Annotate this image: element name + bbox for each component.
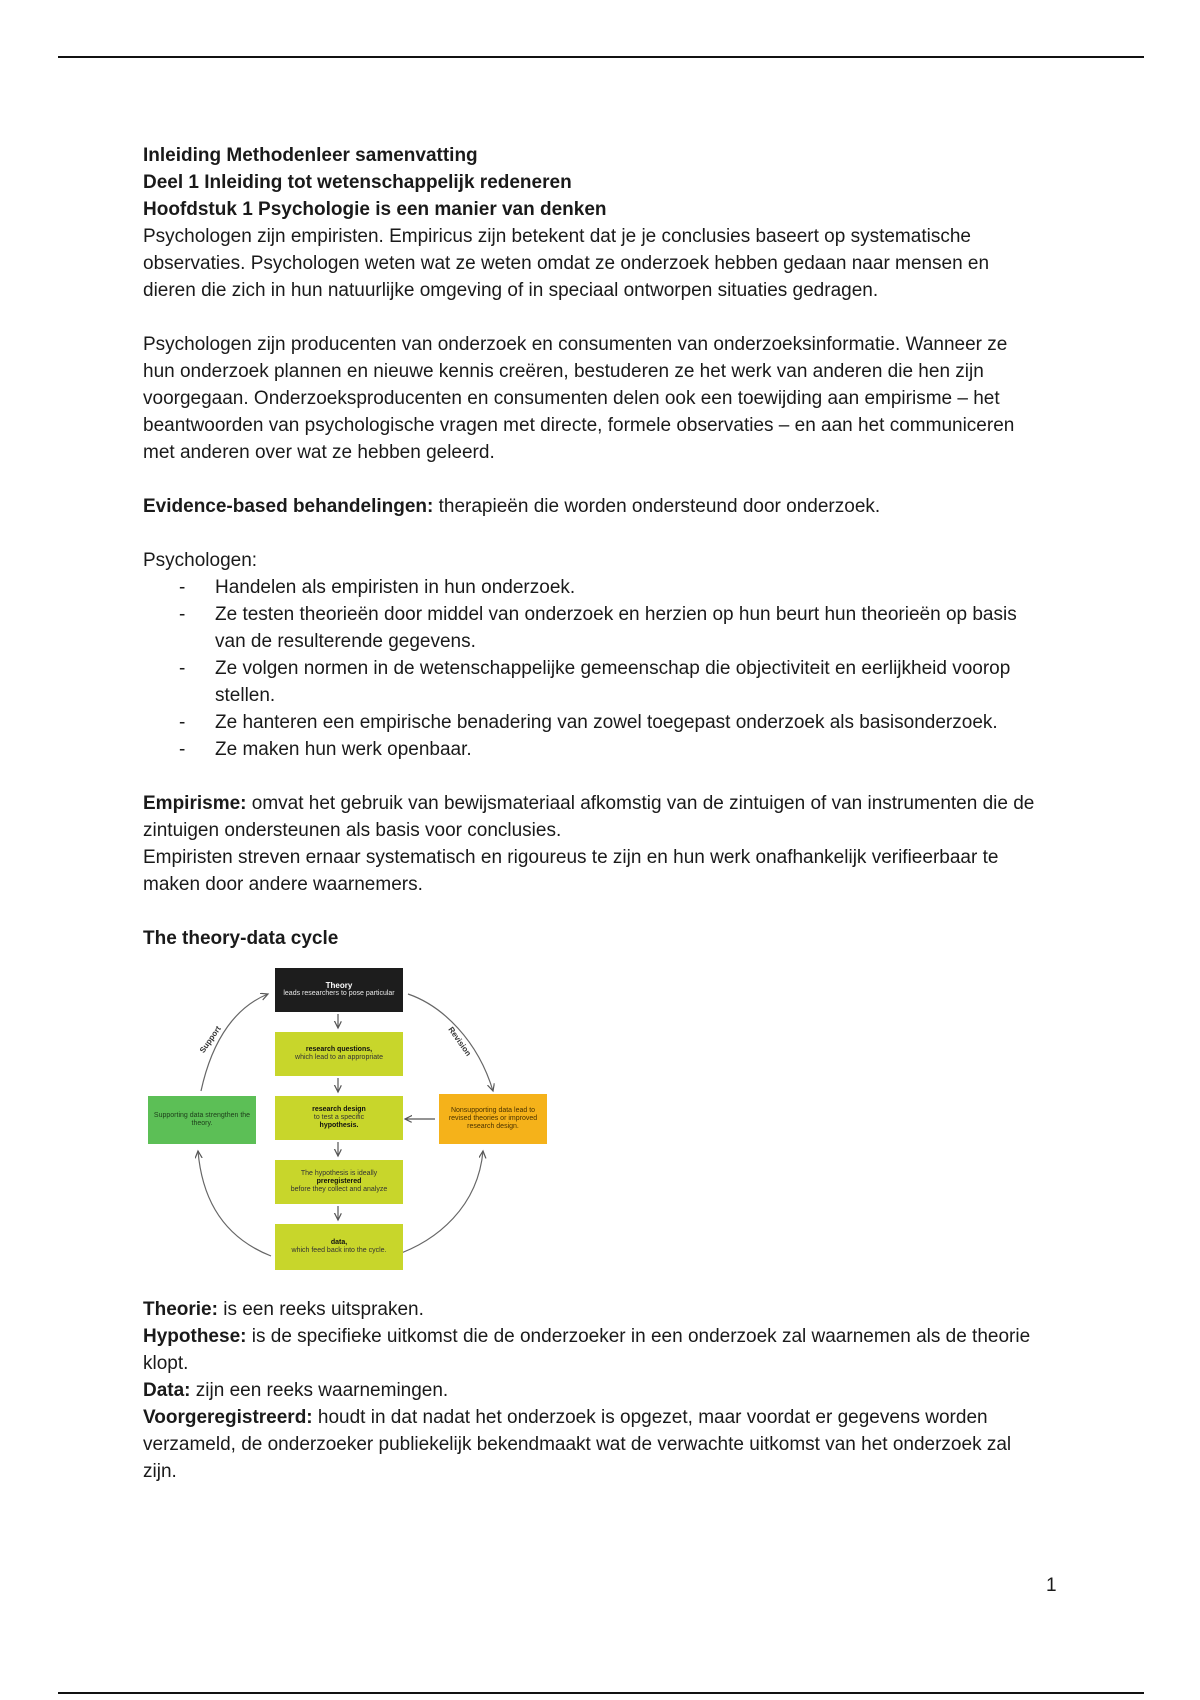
term-evidence-based: Evidence-based behandelingen:	[143, 496, 434, 517]
list-item: - Ze maken hun werk openbaar.	[143, 736, 1043, 763]
figure-heading: The theory-data cycle	[143, 928, 339, 949]
term-data: Data:	[143, 1380, 191, 1401]
revision-label: Revision	[446, 1025, 473, 1058]
header-rule	[58, 56, 1144, 58]
preregistered-box: The hypothesis is ideally preregistered before they collect and analyze	[275, 1160, 403, 1204]
paragraph-empiristen: Psychologen zijn empiristen. Empiricus zijn betekent dat je je conclusies baseert op systematische observaties. Psychologen weten wat ze weten omdat ze onderzoek hebben gedaan naar mensen en dieren die zich in hun natuurlijke omgeving of in speciaal ontworpen situaties gedragen.	[143, 226, 990, 301]
support-label: Support	[197, 1024, 223, 1055]
term-theorie: Theorie:	[143, 1299, 218, 1320]
list-item: - Ze testen theorieën door middel van onderzoek en herzien op hun beurt hun theorieën op basis van de resulterende gegevens.	[143, 601, 1043, 655]
research-questions-box: research questions, which lead to an appropriate	[275, 1032, 403, 1076]
data-to-support-arrow	[198, 1151, 271, 1256]
bullet-dash: -	[179, 739, 186, 760]
definition-hypothese: Hypothese: is de specifieke uitkomst die de onderzoeker in een onderzoek zal waarnemen als de theorie klopt.	[143, 1326, 1031, 1374]
bullet-dash: -	[179, 658, 186, 679]
supporting-data-box: Supporting data strengthen the theory.	[148, 1096, 256, 1144]
term-voorgeregistreerd: Voorgeregistreerd:	[143, 1407, 313, 1428]
paragraph-empiristen-streven: Empiristen streven ernaar systematisch en rigoureus te zijn en hun werk onafhankelijk verifieerbaar te maken door andere waarnemers.	[143, 847, 999, 895]
definition-text: omvat het gebruik van bewijsmateriaal afkomstig van de zintuigen of van instrumenten die de zintuigen ondersteunen als basis voor conclusies.	[143, 793, 1035, 841]
definition-data: Data: zijn een reeks waarnemingen.	[143, 1380, 449, 1401]
theory-data-cycle-figure	[143, 956, 553, 1296]
bullet-dash: -	[179, 712, 186, 733]
definition-evidence-based	[143, 493, 1043, 520]
definition-empirisme	[143, 790, 1043, 844]
list-item: - Ze volgen normen in de wetenschappelijke gemeenschap die objectiviteit en eerlijkheid voorop stellen.	[143, 655, 1043, 709]
data-to-revision-arrow	[393, 1151, 483, 1256]
theory-box: Theory leads researchers to pose particular	[275, 968, 403, 1012]
definition-text: therapieën die worden ondersteund door onderzoek.	[433, 496, 881, 517]
psychologen-list	[143, 574, 1043, 763]
part-title: Deel 1 Inleiding tot wetenschappelijk redeneren	[143, 172, 572, 193]
research-design-box: research design to test a specific hypothesis.	[275, 1096, 403, 1140]
chapter-title: Hoofdstuk 1 Psychologie is een manier van denken	[143, 199, 607, 220]
term-empirisme: Empirisme:	[143, 793, 247, 814]
footer-rule	[58, 1692, 1144, 1694]
nonsupporting-data-box: Nonsupporting data lead to revised theories or improved research design.	[439, 1094, 547, 1144]
paragraph-producenten: Psychologen zijn producenten van onderzoek en consumenten van onderzoeksinformatie. Wanneer ze hun onderzoek plannen en nieuwe kennis creëren, bestuderen ze het werk van anderen die hen zijn voorgegaan. Onderzoeksproducenten en consumenten delen ook een toewijding aan empirisme – het beantwoorden van psychologische vragen met directe, formele observaties – en aan het communiceren met anderen over wat ze hebben geleerd.	[143, 334, 1015, 463]
data-box: data, which feed back into the cycle.	[275, 1224, 403, 1270]
definition-voorgeregistreerd: Voorgeregistreerd: houdt in dat nadat het onderzoek is opgezet, maar voordat er gegevens worden verzameld, de onderzoeker publiekelijk bekendmaakt wat de verwachte uitkomst van het onderzoek zal zijn.	[143, 1407, 1012, 1482]
page-body	[143, 142, 1043, 1485]
list-item: - Ze hanteren een empirische benadering van zowel toegepast onderzoek als basisonderzoek.	[143, 709, 1043, 736]
document-title: Inleiding Methodenleer samenvatting	[143, 145, 478, 166]
definition-theorie: Theorie: is een reeks uitspraken.	[143, 1299, 424, 1320]
bullet-dash: -	[179, 577, 186, 598]
list-item: - Handelen als empiristen in hun onderzoek.	[143, 574, 1043, 601]
page-number: 1	[1046, 1575, 1057, 1596]
bullet-dash: -	[179, 604, 186, 625]
term-hypothese: Hypothese:	[143, 1326, 247, 1347]
list-intro: Psychologen:	[143, 550, 258, 571]
